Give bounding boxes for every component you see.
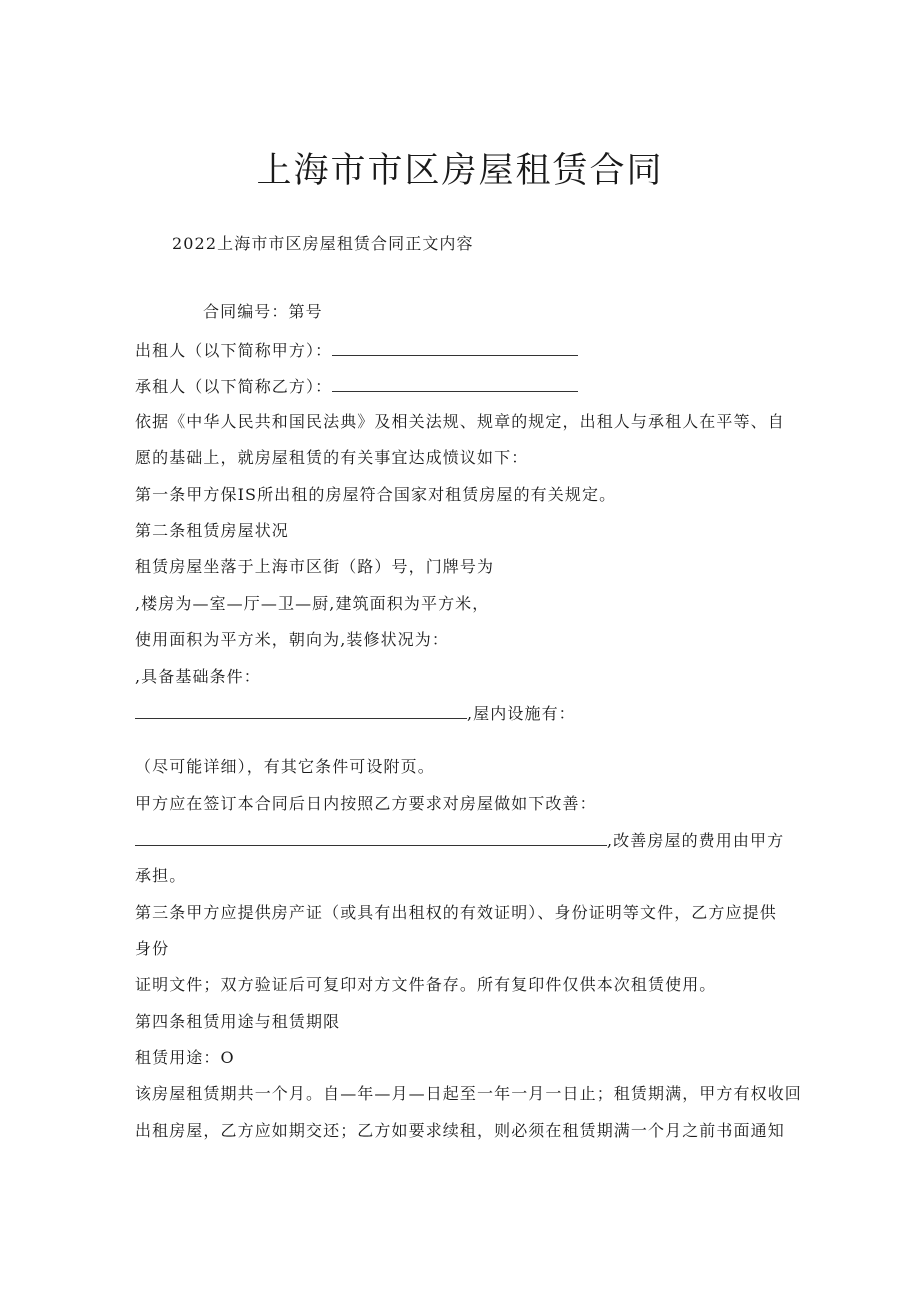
article-3-line-3: 证明文件；双方验证后可复印对方文件备存。所有复印件仅供本次租赁使用。 bbox=[135, 975, 717, 994]
lessor-blank bbox=[332, 338, 578, 356]
lessee-blank bbox=[332, 374, 578, 392]
paragraph-basis-2: 愿的基础上，就房屋租赁的有关事宜达成愤议如下： bbox=[135, 448, 529, 467]
article-3-line-1: 第三条甲方应提供房产证（或具有出租权的有效证明）、身份证明等文件，乙方应提供 bbox=[135, 903, 777, 922]
document-subtitle: 2022上海市市区房屋租赁合同正文内容 bbox=[172, 234, 474, 253]
lessee-label: 承租人（以下简称乙方）： bbox=[135, 377, 333, 396]
article-2-heading: 第二条租赁房屋状况 bbox=[135, 521, 289, 540]
article-2-cost-end: 承担。 bbox=[135, 866, 187, 885]
article-1: 第一条甲方保IS所出租的房屋符合国家对租赁房屋的有关规定。 bbox=[135, 485, 617, 504]
lessor-label: 出租人（以下简称甲方）： bbox=[135, 341, 333, 360]
document-title: 上海市市区房屋租赁合同 bbox=[256, 151, 664, 191]
lessor-line bbox=[135, 338, 578, 363]
article-4-use: 租赁用途：O bbox=[135, 1048, 235, 1067]
article-2-facilities-line bbox=[135, 701, 576, 726]
article-2-rooms: ,楼房为—室—厅—卫—厨,建筑面积为平方米， bbox=[135, 594, 490, 613]
paragraph-basis-1: 依据《中华人民共和国民法典》及相关法规、规章的规定，出租人与承租人在平等、自 bbox=[135, 412, 785, 431]
basic-conditions-blank bbox=[135, 701, 467, 719]
article-4-heading: 第四条租赁用途与租赁期限 bbox=[135, 1012, 341, 1031]
article-4-term-1: 该房屋租赁期共一个月。自—年—月—日起至一年一月一日止；租赁期满，甲方有权收回 bbox=[135, 1084, 802, 1103]
lessee-line bbox=[135, 374, 578, 399]
article-3-line-2: 身份 bbox=[135, 939, 170, 958]
article-4-term-2: 出租房屋，乙方应如期交还；乙方如要求续租，则必须在租赁期满一个月之前书面通知 bbox=[135, 1121, 785, 1140]
article-2-basic-conditions: ,具备基础条件： bbox=[135, 667, 261, 686]
article-2-detail: （尽可能详细），有其它条件可设附页。 bbox=[135, 757, 435, 776]
facilities-label: ,屋内设施有： bbox=[467, 704, 576, 723]
improvement-blank bbox=[135, 828, 607, 846]
cost-label: ,改善房屋的费用由甲方 bbox=[607, 831, 785, 850]
article-2-area: 使用面积为平方米，朝向为,装修状况为： bbox=[135, 630, 449, 649]
article-2-cost-line bbox=[135, 828, 784, 853]
article-2-improvement: 甲方应在签订本合同后日内按照乙方要求对房屋做如下改善： bbox=[135, 794, 597, 813]
article-2-location: 租赁房屋坐落于上海市区街（路）号，门牌号为 bbox=[135, 557, 495, 576]
contract-number-line: 合同编号：第号 bbox=[203, 302, 323, 321]
